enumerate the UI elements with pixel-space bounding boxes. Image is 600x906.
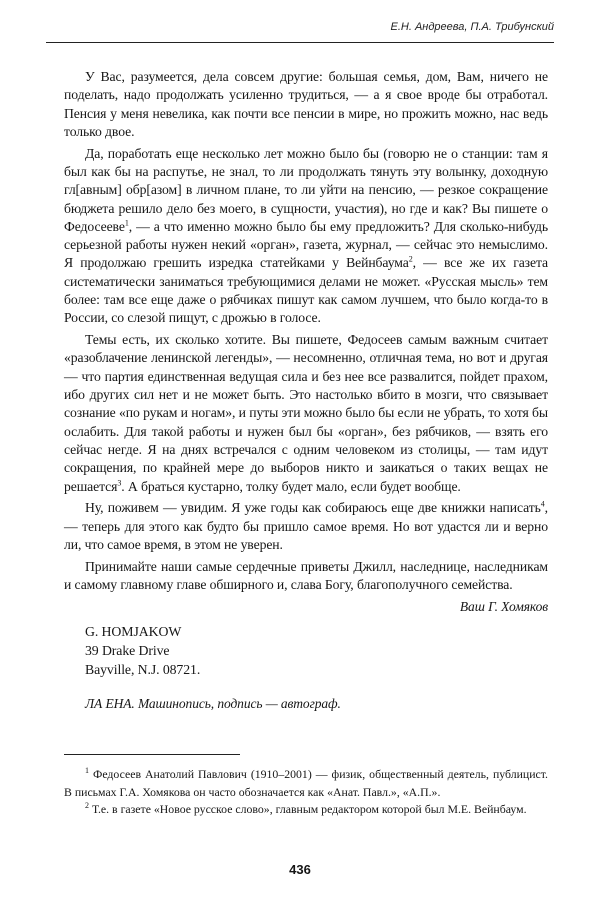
footnote-divider [64,754,240,755]
footnote-text: Т.е. в газете «Новое русское слово», главным редактором которой был М.Е. Вейнбаум. [89,802,527,816]
running-header [46,18,554,43]
paragraph-text: Да, поработать еще несколько лет можно было бы (говорю не о станции: там я был как бы на распутье, не знал, то ли продолжать тянуть эту волынку, доходную гл[авным] обр[азом] в личном плане, то ли уйти на пенсию, — резкое сокращение бюджета решило дело без моего, в сущности, участия), но где и как? Вы пишете о Федосееве [64,145,548,234]
footnote-2 [64,801,548,819]
footnote-ref-2[interactable]: 2 [408,254,413,264]
paragraph-text: Принимайте наши самые сердечные приветы Джилл, наследнице, наследникам и самому главному главе обширного и, слава Богу, благополучного семейства. [64,558,548,593]
paragraph-text: Ну, поживем — увидим. Я уже годы как собираюсь еще две книжки написать [85,500,541,516]
paragraph-text: . А браться кустарно, толку будет мало, если будет вообще. [121,478,461,494]
footnotes [64,766,548,819]
sender-address [64,622,548,679]
paragraph-text: , — а что именно можно было бы ему предложить? Для сколько-нибудь серьезной работы нужен некий «орган», газета, журнал, — сейчас это немыслимо. Я продолжаю грешить изредка статейками у Вейнбаума [64,218,548,271]
paragraph-text: Темы есть, их сколько хотите. Вы пишете, Федосеев самым важным считает «разоблачение ленинской легенды», — несомненно, отличная тема, но вот и другая — что партия единственная ведущая сила и без нее все развалится, пойдет прахом, ибо других сил нет и не может быть. Это настолько вбито в мозги, что связывает сознание «по рукам и ногам», и путы эти можно было бы если не убрать, то хотя бы ослабить. Для такой работы и нужен был бы «орган», без рябчиков, — взять его сейчас негде. Я на днях встречался с одним человеком из столицы, — там идут сокращения, по крайней мере до выборов никто и заикаться о таких вещах не решается [64,332,548,494]
paragraph-1 [64,68,548,141]
footnote-marker-1: 1 [85,766,89,776]
paragraph-3 [64,331,548,496]
paragraph-text: , — все же их газета систематически заниматься требующимися делами не может. «Русская мысль» тем более: там все еще даже о рябчиках пишут как самом лучшем, что было когда-то в России, со слезой пищут, с дрожью в голосе. [64,255,548,326]
footnote-ref-1[interactable]: 1 [124,218,129,228]
address-line-2: 39 Drake Drive [85,642,170,658]
footnote-marker-2: 2 [85,801,89,811]
paragraph-2 [64,145,548,328]
page-number: 436 [289,862,311,877]
paragraph-4 [64,499,548,554]
archive-note: ЛА ЕНА. Машинопись, подпись — автограф. [85,695,341,711]
footnote-ref-3: 3 [117,477,122,487]
paragraph-text: У Вас, разумеется, дела совсем другие: большая семья, дом, Вам, ничего не поделать, надо продолжать усиленно трудиться, — а я свое вроде бы отработал. Пенсия у меня невелика, как почти все пенсии в мире, но прожить можно, нас ведь только двое. [64,69,548,139]
footnote-ref-4: 4 [540,499,545,509]
footnote-1 [64,766,548,801]
paragraph-text: , — теперь для этого как будто бы пришло самое время. Но вот удастся ли и верно ли, что самое время, в этом не уверен. [64,500,548,552]
running-title: Е.Н. Андреева, П.А. Трибунский [390,21,554,33]
address-line-1: G. HOMJAKOW [85,623,182,639]
letter-body [64,68,548,713]
signature: Ваш Г. Хомяков [459,598,548,614]
paragraph-5 [64,558,548,595]
address-line-3: Bayville, N.J. 08721. [85,661,201,677]
footnote-text: Федосеев Анатолий Павлович (1910–2001) — физик, общественный деятель, публицист. В письмах Г.А. Хомякова он часто обозначается как «Анат. Павл.», «А.П.». [64,767,548,799]
